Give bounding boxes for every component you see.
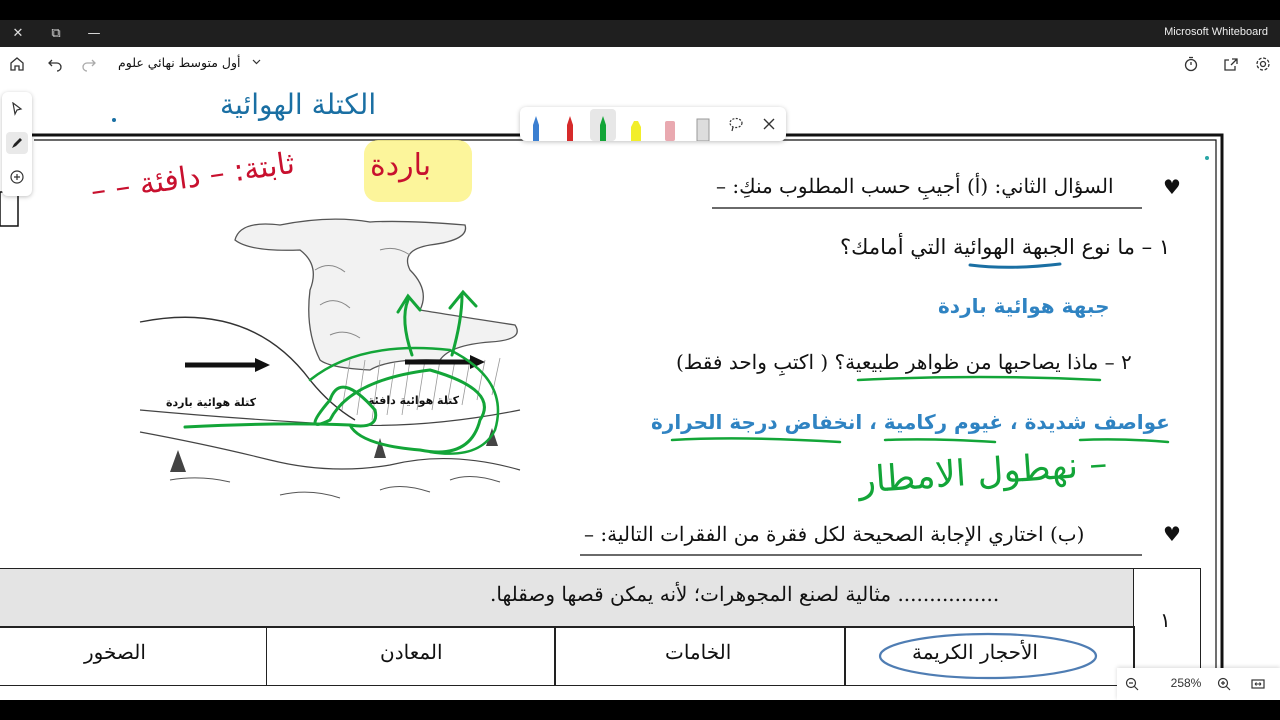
chevron-down-icon bbox=[251, 55, 262, 70]
option-1: الأحجار الكريمة bbox=[912, 640, 1038, 664]
home-icon bbox=[9, 56, 25, 72]
title-bar bbox=[0, 20, 1280, 47]
redo-icon bbox=[81, 56, 97, 72]
lasso-icon[interactable] bbox=[728, 116, 744, 132]
add-button[interactable] bbox=[6, 166, 28, 188]
zoom-out-button[interactable] bbox=[1121, 673, 1143, 695]
restore-icon: ⧉ bbox=[51, 26, 61, 41]
figure-label-warm: كتلة هوائية دافئة bbox=[368, 394, 460, 407]
top-letterbox bbox=[0, 0, 1280, 20]
ink-air-mass: الكتلة الهوائية bbox=[220, 88, 377, 121]
undo-icon bbox=[47, 56, 63, 72]
ink-tool[interactable] bbox=[6, 132, 28, 154]
option-2: الخامات bbox=[665, 640, 732, 664]
eraser-tool[interactable] bbox=[662, 113, 678, 141]
cold-front-figure bbox=[130, 210, 530, 510]
zoom-in-button[interactable] bbox=[1213, 673, 1235, 695]
bottom-letterbox bbox=[0, 700, 1280, 720]
q2-2-text: ٢ – ماذا يصاحبها من ظواهر طبيعية؟ ( اكتبِ واحد فقط) bbox=[676, 350, 1132, 374]
redo-button[interactable] bbox=[78, 53, 100, 75]
bullet-heart: ♥ bbox=[1163, 175, 1181, 199]
left-tool-rail bbox=[2, 92, 32, 196]
item-text: ................ مثالية لصنع المجوهرات؛ لأنه يمكن قصها وصقلها. bbox=[490, 582, 1000, 606]
ink-properties-rest: ثابتة: – دافئة – – bbox=[88, 145, 297, 210]
pointer-icon bbox=[10, 102, 24, 116]
q2-1-answer: جبهة هوائية باردة bbox=[938, 294, 1110, 318]
pen-palette bbox=[520, 107, 786, 141]
zoom-in-icon bbox=[1217, 677, 1231, 691]
q2-1-text: ١ – ما نوع الجبهة الهوائية التي أمامك؟ bbox=[840, 235, 1171, 259]
timer-button[interactable] bbox=[1180, 53, 1202, 75]
undo-button[interactable] bbox=[44, 53, 66, 75]
doc-title: أول متوسط نهائي علوم bbox=[118, 55, 241, 70]
zoom-level: 258% bbox=[1170, 676, 1202, 690]
option-3: المعادن bbox=[380, 640, 443, 664]
item-number: ١ bbox=[1160, 608, 1171, 632]
red-pen[interactable] bbox=[562, 113, 578, 141]
settings-button[interactable] bbox=[1252, 53, 1274, 75]
share-icon bbox=[1223, 56, 1239, 72]
share-button[interactable] bbox=[1220, 53, 1242, 75]
option-4: الصخور bbox=[84, 640, 146, 664]
yellow-highlighter[interactable] bbox=[628, 113, 644, 141]
zoom-out-icon bbox=[1125, 677, 1139, 691]
part-b-heading: (ب) اختاري الإجابة الصحيحة لكل فقرة من الفقرات التالية: – bbox=[584, 522, 1085, 546]
whiteboard-canvas[interactable] bbox=[0, 80, 1280, 700]
top-toolbar bbox=[0, 47, 1280, 81]
ruler-tool[interactable] bbox=[695, 113, 711, 141]
zoom-bar bbox=[1117, 668, 1280, 700]
minimize-button[interactable] bbox=[76, 20, 112, 47]
fit-to-screen-button[interactable] bbox=[1247, 673, 1269, 695]
timer-icon bbox=[1183, 56, 1199, 72]
figure-label-cold: كتلة هوائية باردة bbox=[166, 396, 257, 409]
bullet-heart-b: ♥ bbox=[1163, 522, 1181, 546]
ink-property-cold: باردة bbox=[370, 148, 432, 183]
green-pen[interactable] bbox=[595, 113, 611, 141]
home-button[interactable] bbox=[6, 53, 28, 75]
app-name: Microsoft Whiteboard bbox=[1164, 26, 1268, 38]
restore-button[interactable] bbox=[38, 20, 74, 47]
select-tool[interactable] bbox=[6, 98, 28, 120]
q2-heading: السؤال الثاني: (أ) أجيبِ حسب المطلوب منكِ: – bbox=[716, 174, 1114, 198]
minimize-icon: — bbox=[87, 26, 101, 41]
pen-icon bbox=[10, 136, 24, 150]
ink-rain-note: – نهطول الامطار bbox=[856, 443, 1109, 502]
close-icon: ✕ bbox=[12, 26, 24, 41]
fit-screen-icon bbox=[1251, 677, 1265, 691]
doc-title-dropdown[interactable] bbox=[118, 55, 262, 70]
close-icon[interactable] bbox=[762, 117, 776, 131]
q2-2-answer: عواصف شديدة ، غيوم ركامية ، انخفاض درجة الحرارة bbox=[651, 410, 1170, 434]
blue-pen[interactable] bbox=[528, 113, 544, 141]
close-button[interactable] bbox=[0, 20, 36, 47]
gear-icon bbox=[1255, 56, 1271, 72]
add-icon bbox=[10, 170, 24, 184]
